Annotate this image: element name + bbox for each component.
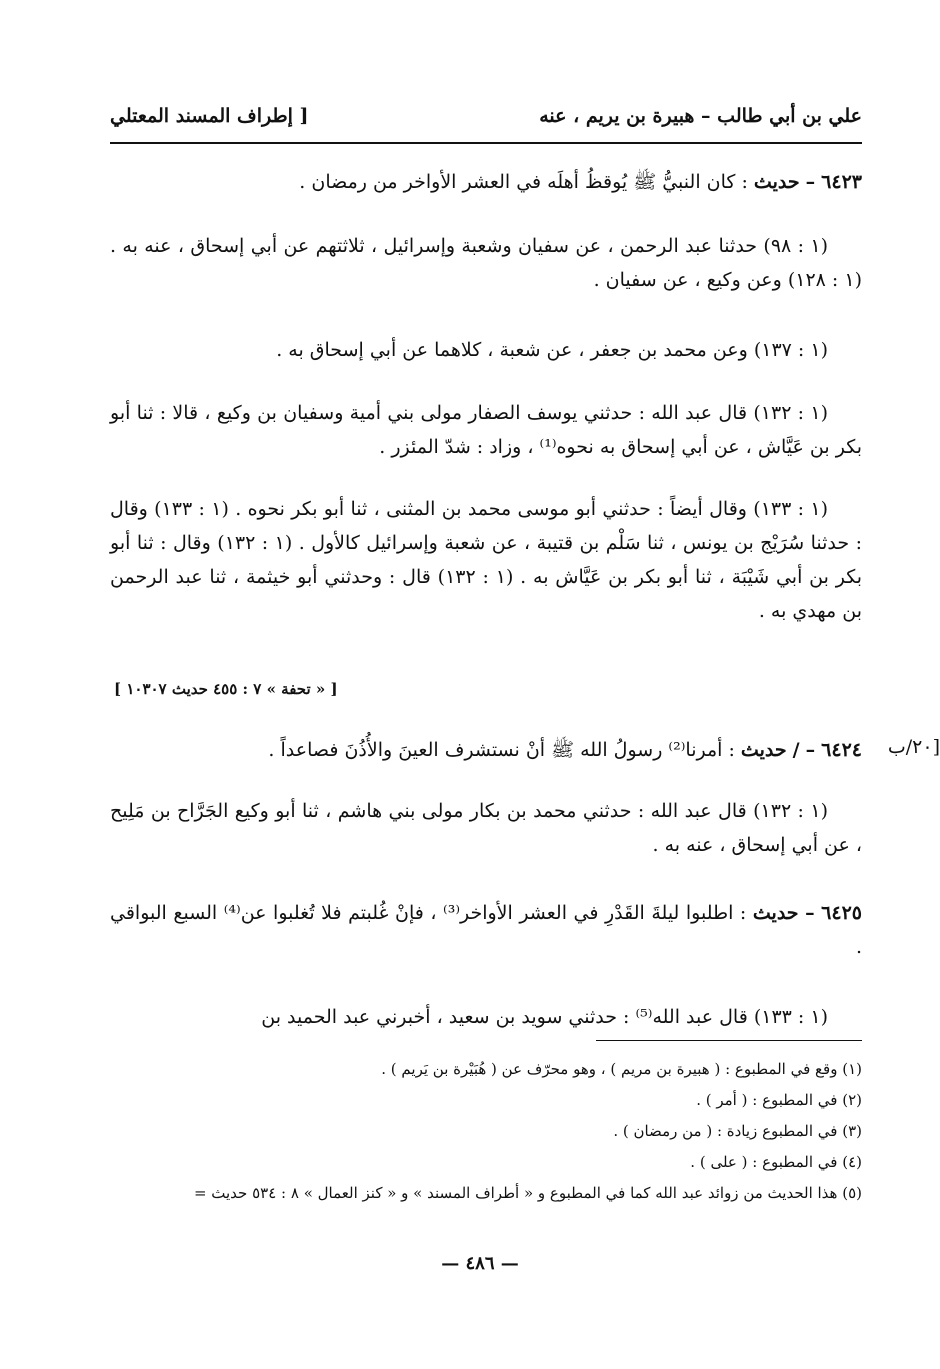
header-left-title: [ إطراف المسند المعتلي	[110, 105, 309, 127]
hadith-dash: –	[805, 739, 816, 761]
footnote-rule	[596, 1040, 862, 1041]
footnote: (٢) في المطبوع : ( أمر ) .	[696, 1091, 862, 1109]
isnad-chain: (١ : ١٣٧) وعن محمد بن جعفر ، عن شعبة ، كلاهما عن أبي إسحاق به .	[276, 339, 828, 361]
page-number: — ٤٨٦ —	[441, 1253, 519, 1274]
hadith-label: حديث	[753, 171, 800, 193]
footnote: (٥) هذا الحديث من زوائد عبد الله كما في المطبوع و « أطراف المسند » و « كنز العمال » ٨ : ٥٣٤ حديث =	[193, 1184, 862, 1202]
hadith-dash: –	[805, 171, 816, 193]
isnad-chain: (١ : ٩٨) حدثنا عبد الرحمن ، عن سفيان وشعبة وإسرائيل ، ثلاثتهم عن أبي إسحاق ، عنه به . (١ : ١٢٨) وعن وكيع ، عن سفيان .	[110, 235, 862, 291]
isnad-chain: (١ : ١٣٣) قال عبد الله⁽⁵⁾ : حدثني سويد بن سعيد ، أخبرني عبد الحميد بن	[261, 1006, 828, 1028]
footnote: (١) وقع في المطبوع : ( هبيرة بن مريم ) ، وهو محرّف عن ( هُبَيْرة بن يَريم ) .	[381, 1060, 862, 1078]
hadith-6423	[110, 165, 862, 199]
hadith-dash: –	[805, 902, 815, 924]
hadith-number: ٦٤٢٥	[821, 902, 862, 924]
footnotes	[110, 1054, 862, 1209]
folio-slash: /	[792, 739, 800, 761]
hadith-text: : كان النبيُّ ﷺ يُوقظُ أهلَه في العشر الأواخر من رمضان .	[299, 171, 748, 193]
hadith-number: ٦٤٢٤	[821, 739, 862, 761]
footnote: (٤) في المطبوع : ( على ) .	[690, 1153, 862, 1171]
hadith-6425	[110, 896, 862, 964]
isnad-chain: (١ : ١٣٢) قال عبد الله : حدثني محمد بن بكار مولى بني هاشم ، ثنا أبو وكيع الجَرَّاح بن مَلِيح ، عن أبي إسحاق ، عنه به .	[110, 800, 862, 856]
header-right-title: علي بن أبي طالب – هبيرة بن يريم ، عنه	[539, 105, 862, 127]
running-header	[110, 96, 862, 136]
hadith-6424	[110, 733, 862, 767]
hadith-text: : اطلبوا ليلةَ القَدْرِ في العشر الأواخر⁽³⁾ ، فإنْ غُلبتم فلا تُغلبوا عن⁽⁴⁾ السبع البواقي .	[110, 902, 862, 958]
tuhfa-reference: [ « تحفة » ٧ : ٤٥٥ حديث ١٠٣٠٧ ]	[114, 680, 338, 698]
isnad-chain: (١ : ١٣٢) قال عبد الله : حدثني يوسف الصفار مولى بني أمية وسفيان بن وكيع ، قالا : ثنا أبو بكر بن عَيَّاش ، عن أبي إسحاق به نحوه⁽¹⁾ ، وزاد : شدّ المئزر .	[110, 402, 862, 458]
hadith-label: حديث	[740, 739, 787, 761]
margin-folio-note: ٢٠/ب]	[887, 736, 940, 758]
hadith-number: ٦٤٢٣	[821, 171, 862, 193]
header-rule	[110, 142, 862, 144]
isnad-chain: (١ : ١٣٣) وقال أيضاً : حدثني أبو موسى محمد بن المثنى ، ثنا أبو بكر نحوه . (١ : ١٣٣) وقال : حدثنا سُرَيْج بن يونس ، ثنا سَلْم بن قتيبة ، عن شعبة وإسرائيل كالأول . (١ : ١٣٢) وقال : ثنا أبو بكر بن أبي شَيْبَة ، ثنا أبو بكر بن عَيَّاش به . (١ : ١٣٢) قال : وحدثني أبو خيثمة ، ثنا عبد الرحمن بن مهدي به .	[110, 498, 863, 622]
footnote: (٣) في المطبوع زيادة : ( من رمضان ) .	[613, 1122, 862, 1140]
hadith-text: : أمرنا⁽²⁾ رسولُ الله ﷺ أنْ نستشرف العينَ والأُذُنَ فصاعداً .	[268, 739, 735, 761]
hadith-label: حديث	[752, 902, 799, 924]
